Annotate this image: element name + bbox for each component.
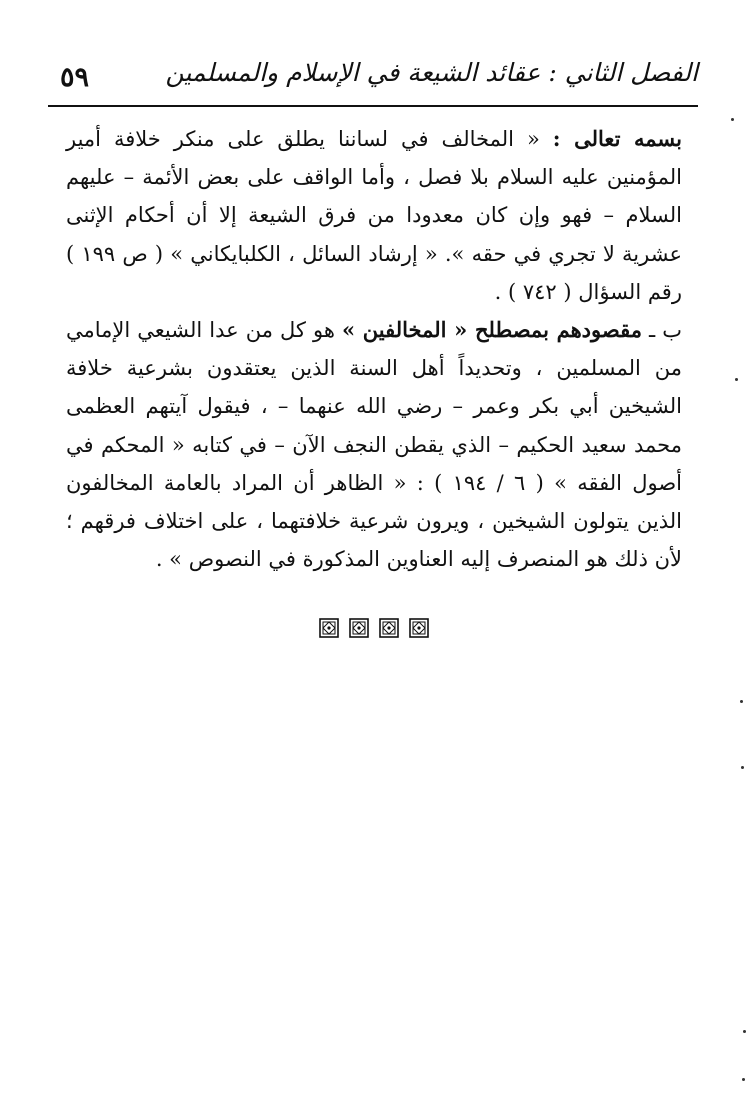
- scan-speck: [743, 1030, 746, 1033]
- section-end-ornaments: [0, 618, 748, 638]
- paragraph-1-lead: بسمه تعالى :: [552, 126, 682, 151]
- paragraph-2-prefix: ب ـ: [641, 318, 682, 343]
- header-rule: [48, 105, 698, 107]
- page-header: [48, 52, 698, 108]
- scan-speck: [742, 1078, 745, 1081]
- scan-speck: [735, 378, 738, 381]
- square-ornament-icon: [409, 618, 429, 638]
- square-ornament-icon: [379, 618, 399, 638]
- paragraph-1: [66, 120, 682, 311]
- paragraph-2-lead: مقصودهم بمصطلح « المخالفين »: [341, 317, 642, 343]
- paragraph-2: [66, 311, 682, 578]
- scan-speck: [741, 766, 744, 769]
- scan-speck: [740, 700, 743, 703]
- paragraph-2-text: هو كل من عدا الشيعي الإمامي من المسلمين ، وتحديداً أهل السنة الذين يعتقدون بشرعية خلافة الشيخين أبي بكر وعمر – رضي الله عنهما – ، فيقول آيتهم العظمى محمد سعيد الحكيم – الذي يقطن النجف الآن – في كتابه « المحكم في أصول الفقه » ( ٦ / ١٩٤ ) : « الظاهر أن المراد بالعامة المخالفون الذين يتولون الشيخين ، ويرون شرعية خلافتهما ، على اختلاف فرقهم ؛ لأن ذلك هو المنصرف إليه العناوين المذكورة في النصوص » .: [66, 318, 682, 572]
- scan-speck: [731, 118, 734, 121]
- page-number: ٥٩: [60, 62, 90, 93]
- running-title: الفصل الثاني : عقائد الشيعة في الإسلام والمسلمين: [165, 58, 698, 87]
- square-ornament-icon: [319, 618, 339, 638]
- paragraph-1-text: « المخالف في لساننا يطلق على منكر خلافة أمير المؤمنين عليه السلام بلا فصل ، وأما الواقف على بعض الأئمة – عليهم السلام – فهو وإن كان معدودا من فرق الشيعة إلا أن أحكام الإثنى عشرية لا تجري في حقه ». « إرشاد السائل ، الكلبايكاني » ( ص ١٩٩ ) رقم السؤال ( ٧٤٢ ) .: [66, 127, 682, 304]
- square-ornament-icon: [349, 618, 369, 638]
- main-text: [66, 120, 682, 578]
